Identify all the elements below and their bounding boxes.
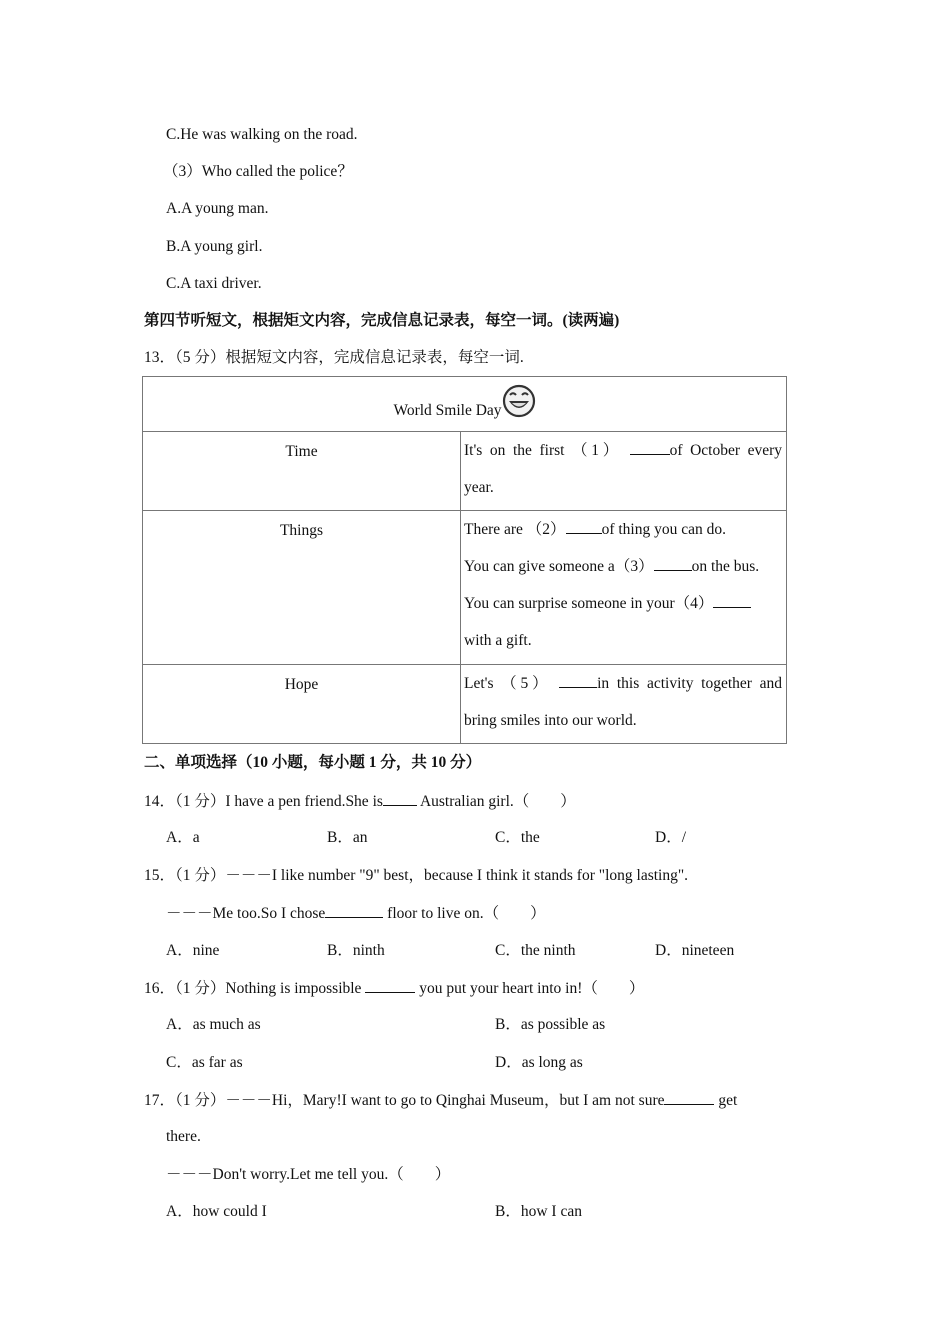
q17-stem: 17．（1 分）－－－Hi，Mary!I want to go to Qinghai Museum，but I am not sure get (144, 1092, 738, 1109)
q15-line2: －－－Me too.So I chose floor to live on.（ ） (166, 905, 546, 922)
blank-5 (559, 673, 597, 688)
row-label-time: Time (143, 432, 461, 511)
smile-face-icon (502, 383, 536, 424)
blank-1 (630, 440, 670, 455)
record-table (142, 376, 787, 744)
q15-option-c[interactable]: C．the ninth (495, 942, 576, 959)
q12-sub3-option-a: A.A young man. (166, 200, 269, 217)
q17-line2: －－－Don't worry.Let me tell you.（ ） (166, 1166, 451, 1183)
row-content-time (461, 432, 787, 511)
q17-option-a[interactable]: A．how could I (166, 1203, 267, 1220)
table-row (143, 665, 787, 744)
q14-option-a[interactable]: A．a (166, 829, 200, 846)
q16-option-c[interactable]: C．as far as (166, 1054, 243, 1071)
blank4-lead: You can surprise someone in your（4） (464, 595, 714, 612)
table-title-cell (143, 377, 787, 432)
row-label-things: Things (143, 511, 461, 665)
q14-option-c[interactable]: C．the (495, 829, 540, 846)
blank3-lead: You can give someone a（3） (464, 558, 654, 575)
blank2-lead: There are （2） (464, 521, 566, 538)
blank5-tail: in this activity together and (597, 675, 783, 692)
table-row (143, 511, 787, 665)
row-content-things (461, 511, 787, 665)
row-label-hope: Hope (143, 665, 461, 744)
q15-blank (325, 903, 383, 918)
hope-line-2: bring smiles into our world. (464, 712, 637, 729)
q15-option-b[interactable]: B．ninth (327, 942, 385, 959)
q15-stem: 15．（1 分）－－－I like number "9" best，because I think it stands for "long lasting". (144, 867, 689, 884)
section4-heading: 第四节听短文，根据矩文内容，完成信息记录表，每空一词。(读两遍) (144, 312, 620, 329)
q15-option-a[interactable]: A．nine (166, 942, 220, 959)
blank2-tail: of thing you can do. (601, 521, 726, 538)
q16-blank (365, 978, 415, 993)
blank1-lead: It's on the first （1） (464, 442, 622, 459)
blank3-tail: on the bus. (691, 558, 760, 575)
q14-stem: 14．（1 分）I have a pen friend.She is Australian girl.（ ） (144, 793, 576, 810)
q15-option-d[interactable]: D．nineteen (655, 942, 735, 959)
q16-option-d[interactable]: D．as long as (495, 1054, 583, 1071)
blank-4 (713, 593, 751, 608)
things-line-4: with a gift. (464, 632, 532, 649)
q12-option-c: C.He was walking on the road. (166, 126, 358, 143)
blank-2 (566, 519, 602, 534)
q14-option-b[interactable]: B．an (327, 829, 368, 846)
blank-3 (654, 556, 692, 571)
q12-sub3-option-b: B.A young girl. (166, 238, 263, 255)
q17-blank (664, 1090, 714, 1105)
table-row (143, 432, 787, 511)
q14-option-d[interactable]: D．/ (655, 829, 687, 846)
q12-sub3-question: （3）Who called the police？ (163, 163, 353, 180)
q17-stem-cont: there. (166, 1128, 201, 1145)
row-content-hope (461, 665, 787, 744)
time-line-2: year. (464, 479, 494, 496)
q16-option-a[interactable]: A．as much as (166, 1016, 261, 1033)
blank5-lead: Let's （5） (464, 675, 552, 692)
part2-heading: 二、单项选择（10 小题，每小题 1 分，共 10 分） (144, 754, 482, 771)
q17-option-b[interactable]: B．how I can (495, 1203, 582, 1220)
blank1-tail: of October every (669, 442, 782, 459)
table-title: World Smile Day (393, 402, 502, 419)
q13-stem: 13．（5 分）根据短文内容，完成信息记录表，每空一词. (144, 349, 524, 366)
q14-blank (383, 791, 417, 806)
q16-stem: 16．（1 分）Nothing is impossible you put your heart into in!（ ） (144, 980, 645, 997)
q16-option-b[interactable]: B．as possible as (495, 1016, 606, 1033)
q12-sub3-option-c: C.A taxi driver. (166, 275, 262, 292)
